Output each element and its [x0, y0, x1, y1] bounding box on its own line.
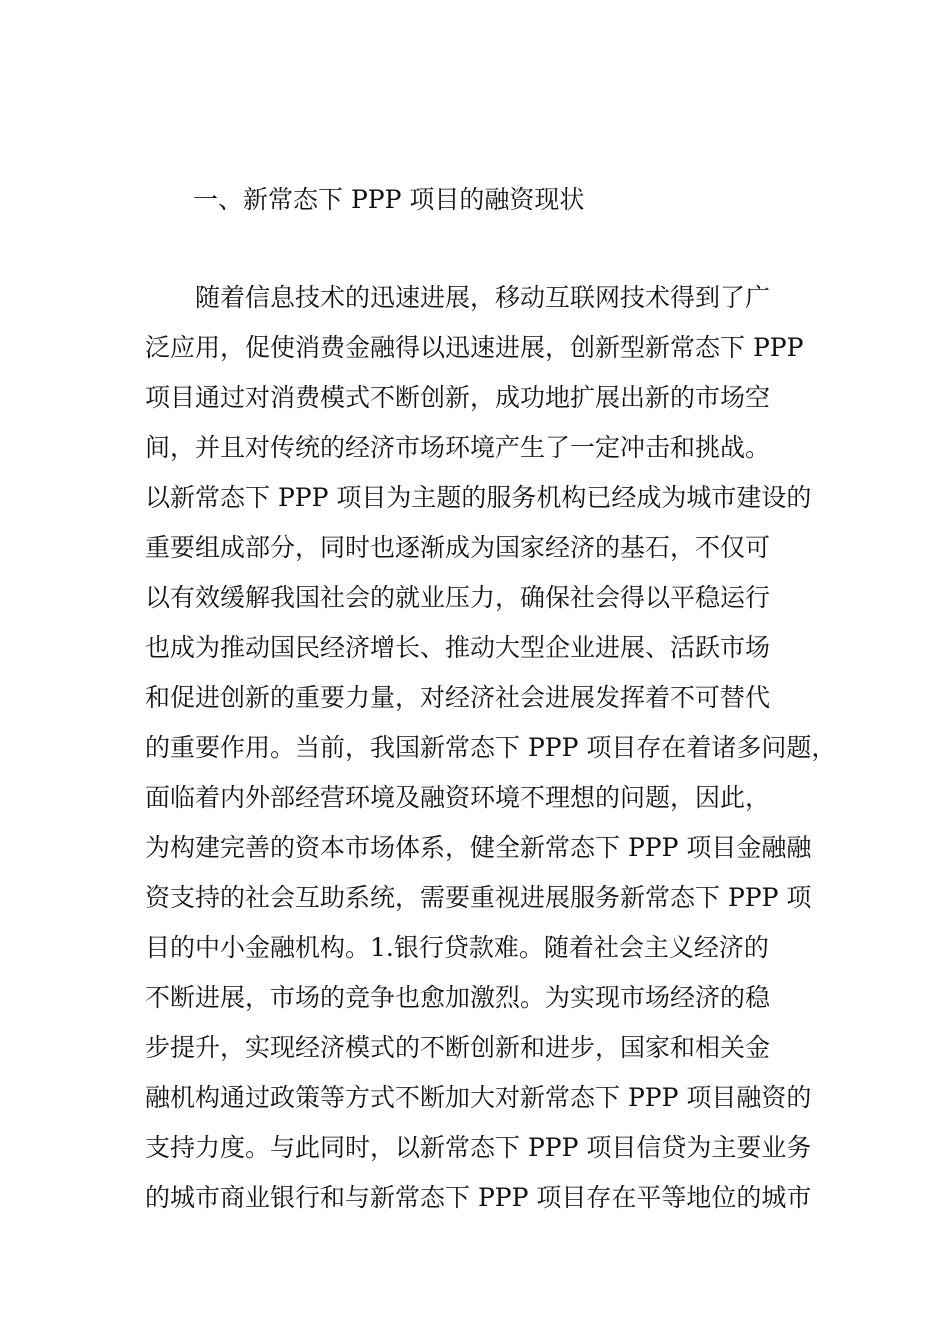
text-line: 的城市商业银行和与新常态下 PPP 项目存在平等地位的城市 [145, 1183, 812, 1212]
text-line: 项目通过对消费模式不断创新，成功地扩展出新的市场空 [145, 383, 771, 412]
text-line: 重要组成部分，同时也逐渐成为国家经济的基石，不仅可 [145, 533, 771, 562]
text-line: 也成为推动国民经济增长、推动大型企业进展、活跃市场 [145, 633, 771, 662]
text-line: 和促进创新的重要力量，对经济社会进展发挥着不可替代 [145, 683, 771, 712]
text-line: 步提升，实现经济模式的不断创新和进步，国家和相关金 [145, 1033, 771, 1062]
section-heading: 一、新常态下 PPP 项目的融资现状 [193, 185, 585, 214]
text-line: 面临着内外部经营环境及融资环境不理想的问题，因此， [145, 783, 771, 812]
text-line: 资支持的社会互助系统，需要重视进展服务新常态下 PPP 项 [145, 883, 812, 912]
text-line: 的重要作用。当前，我国新常态下 PPP 项目存在着诸多问题， [145, 733, 837, 762]
text-line: 以有效缓解我国社会的就业压力，确保社会得以平稳运行 [145, 583, 771, 612]
text-line: 支持力度。与此同时，以新常态下 PPP 项目信贷为主要业务 [145, 1133, 812, 1162]
text-line: 目的中小金融机构。1.银行贷款难。随着社会主义经济的 [145, 933, 769, 962]
body-paragraph [145, 273, 837, 1223]
text-line: 不断进展，市场的竞争也愈加激烈。为实现市场经济的稳 [145, 983, 771, 1012]
text-line: 间，并且对传统的经济市场环境产生了一定冲击和挑战。 [145, 433, 771, 462]
text-line: 以新常态下 PPP 项目为主题的服务机构已经成为城市建设的 [145, 483, 812, 512]
text-line: 泛应用，促使消费金融得以迅速进展，创新型新常态下 PPP [145, 333, 804, 362]
text-line: 为构建完善的资本市场体系，健全新常态下 PPP 项目金融融 [145, 833, 812, 862]
text-line: 随着信息技术的迅速进展，移动互联网技术得到了广 [195, 283, 771, 312]
text-line: 融机构通过政策等方式不断加大对新常态下 PPP 项目融资的 [145, 1083, 812, 1112]
